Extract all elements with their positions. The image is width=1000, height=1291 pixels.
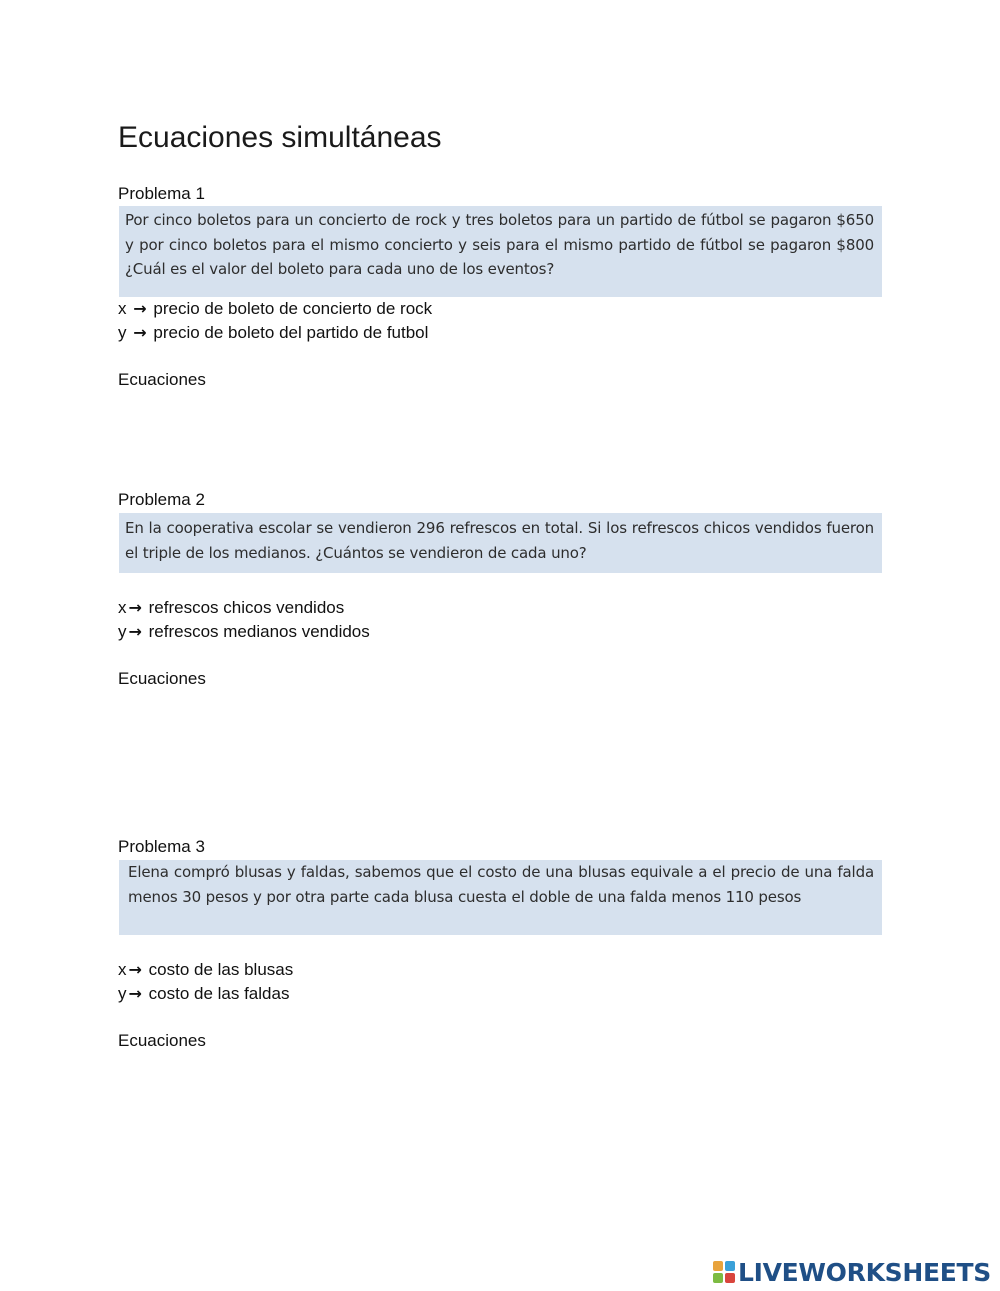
problem-1-var-y [118,321,428,345]
problem-2-var-x [118,596,344,620]
var-y-description: refrescos medianos vendidos [148,622,370,641]
arrow-right-icon: → [128,984,142,1003]
logo-blocks-icon [713,1261,735,1283]
arrow-right-icon: → [128,622,142,641]
problem-1-var-x [118,297,432,321]
problem-2-equations-label: Ecuaciones [118,669,206,688]
logo-text: LIVEWORKSHEETS [737,1257,991,1287]
logo-block [713,1273,723,1283]
problem-1-heading: Problema 1 [118,184,205,203]
problem-3-var-y [118,982,289,1006]
var-x-symbol: x [118,299,127,318]
problem-2-heading: Problema 2 [118,490,205,509]
var-y-description: precio de boleto del partido de futbol [153,323,429,342]
var-y-description: costo de las faldas [148,984,290,1003]
page-title: Ecuaciones simultáneas [118,121,442,154]
problem-1-equations-label: Ecuaciones [118,370,206,389]
var-x-description: precio de boleto de concierto de rock [153,299,433,318]
var-x-description: costo de las blusas [148,960,294,979]
logo-block [725,1273,735,1283]
problem-3-heading: Problema 3 [118,837,205,856]
liveworksheets-logo [713,1255,991,1289]
var-y-symbol: y [118,984,127,1003]
problem-2-statement: En la cooperativa escolar se vendieron 296 refrescos en total. Si los refrescos chicos vendidos fueron el triple de los medianos. ¿Cuántos se vendieron de cada uno? [119,513,882,573]
logo-block [713,1261,723,1271]
logo-block [725,1261,735,1271]
arrow-right-icon: → [128,960,142,979]
problem-3-var-x [118,958,293,982]
problem-3-statement: Elena compró blusas y faldas, sabemos que el costo de una blusas equivale a el precio de una falda menos 30 pesos y por otra parte cada blusa cuesta el doble de una falda menos 110 pesos [119,860,882,935]
var-y-symbol: y [118,323,127,342]
problem-1-statement: Por cinco boletos para un concierto de rock y tres boletos para un partido de fútbol se pagaron $650 y por cinco boletos para el mismo concierto y seis para el mismo partido de fútbol se pagaron $800 ¿Cuál es el valor del boleto para cada uno de los eventos? [119,206,882,297]
var-y-symbol: y [118,622,127,641]
var-x-description: refrescos chicos vendidos [148,598,345,617]
arrow-right-icon: → [133,323,147,342]
arrow-right-icon: → [133,299,147,318]
var-x-symbol: x [118,598,127,617]
arrow-right-icon: → [128,598,142,617]
problem-3-equations-label: Ecuaciones [118,1031,206,1050]
var-x-symbol: x [118,960,127,979]
problem-2-var-y [118,620,370,644]
